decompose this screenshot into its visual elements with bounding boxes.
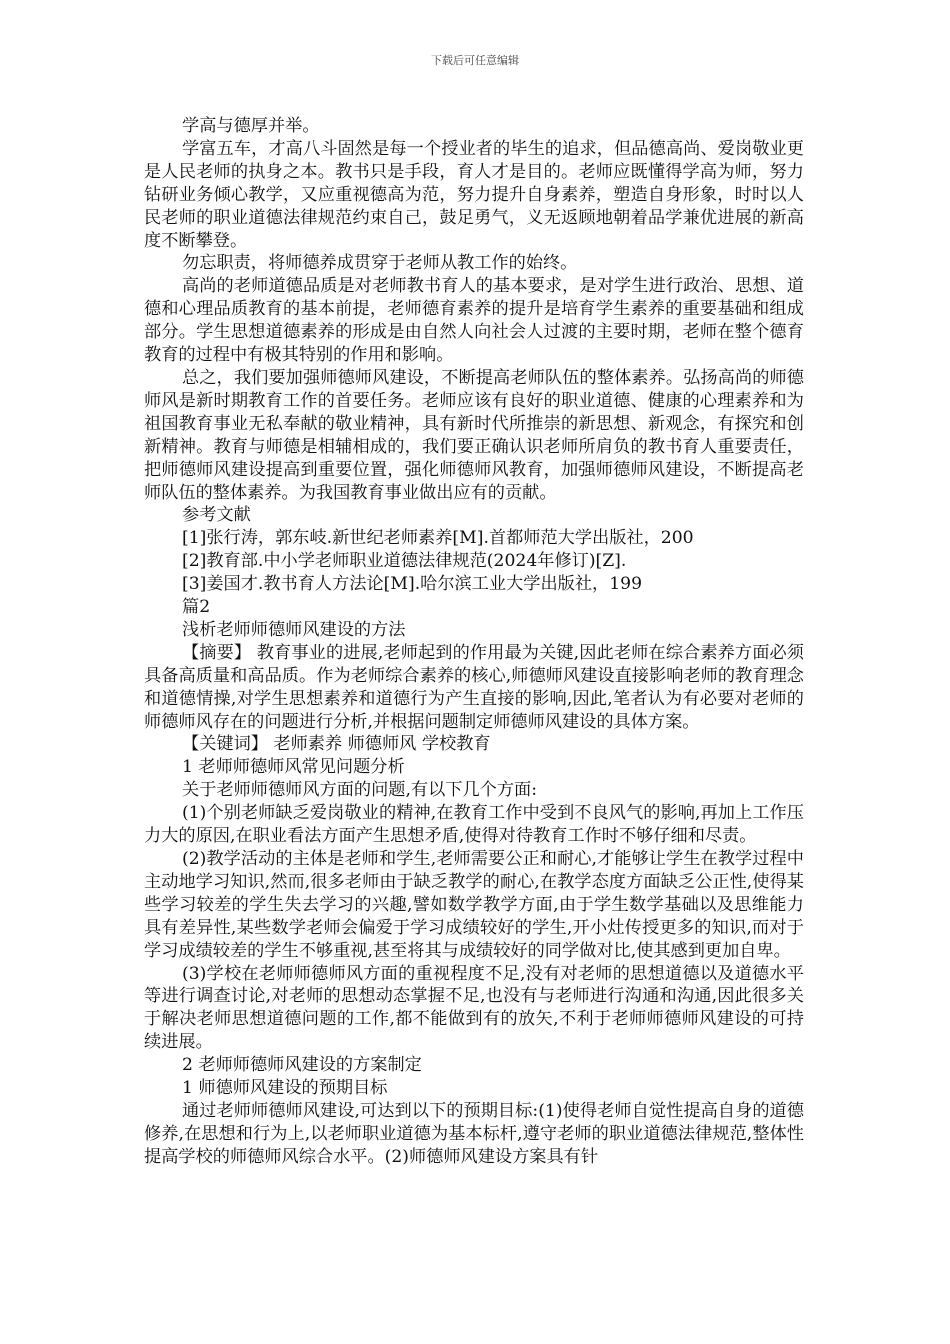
paragraph: [1]张行涛，郭东岐.新世纪老师素养[M].首都师范大学出版社，200 <box>182 528 694 549</box>
paragraph: 浅析老师师德师风建设的方法 <box>182 619 406 640</box>
document-body <box>144 115 804 1169</box>
paragraph: 【摘要】 教育事业的进展,老师起到的作用最为关键,因此老师在综合素养方面必须具备高质量和高品质。作为老师综合素养的核心,师德师风建设直接影响老师的教育理念和道德情操,对学生思想素养和道德行为产生直接的影响,因此,笔者认为有必要对老师的师德师风存在的问题进行分析,并根据问题制定师德师风建设的具体方案。 <box>144 642 804 732</box>
paragraph: [2]教育部.中小学老师职业道德法律规范(2024年修订)[Z]. <box>182 551 627 572</box>
paragraph: 通过老师师德师风建设,可达到以下的预期目标:(1)使得老师自觉性提高自身的道德修养,在思想和行为上,以老师职业道德为基本标杆,遵守老师的职业道德法律规范,整体性提高学校的师德师风综合水平。(2)师德师风建设方案具有针 <box>144 1100 804 1167</box>
page-header: 下载后可任意编辑 <box>431 54 519 67</box>
paragraph: 学高与德厚并举。 <box>182 116 320 136</box>
paragraph: 1 老师师德师风常见问题分析 <box>182 757 405 778</box>
paragraph: 勿忘职责，将师德养成贯穿于老师从教工作的始终。 <box>182 253 578 274</box>
paragraph: 1 师德师风建设的预期目标 <box>182 1078 388 1099</box>
paragraph: 学富五车，才高八斗固然是每一个授业者的毕生的追求，但品德高尚、爱岗敬业更是人民老师的执身之本。教书只是手段，育人才是目的。老师应既懂得学高为师，努力钻研业务倾心教学，又应重视德高为范，努力提升自身素养，塑造自身形象，时时以人民老师的职业道德法律规范约束自己，鼓足勇气，义无返顾地朝着品学兼优进展的新高度不断攀登。 <box>144 138 804 251</box>
paragraph: 篇2 <box>182 597 211 618</box>
paragraph: (3)学校在老师师德师风方面的重视程度不足,没有对老师的思想道德以及道德水平等进行调查讨论,对老师的思想动态掌握不足,也没有与老师进行沟通和沟通,因此很多关于解决老师思想道德问题的工作,都不能做到有的放矢,不利于老师师德师风建设的可持续进展。 <box>144 963 804 1053</box>
paragraph: 总之，我们要加强师德师风建设，不断提高老师队伍的整体素养。弘扬高尚的师德师风是新时期教育工作的首要任务。老师应该有良好的职业道德、健康的心理素养和为祖国教育事业无私奉献的敬业精神，具有新时代所推崇的新思想、新观念，有探究和创新精神。教育与师德是相辅相成的，我们要正确认识老师所肩负的教书育人重要责任，把师德师风建设提高到重要位置，强化师德师风教育，加强师德师风建设，不断提高老师队伍的整体素养。为我国教育事业做出应有的贡献。 <box>144 367 804 503</box>
paragraph: 【关键词】 老师素养 师德师风 学校教育 <box>182 734 491 755</box>
paragraph: [3]姜国才.教书育人方法论[M].哈尔滨工业大学出版社，199 <box>182 574 643 595</box>
paragraph: 高尚的老师道德品质是对老师教书育人的基本要求，是对学生进行政治、思想、道德和心理品质教育的基本前提，老师德育素养的提升是培育学生素养的重要基础和组成部分。学生思想道德素养的形成是由自然人向社会人过渡的主要时期，老师在整个德育教育的过程中有极其特别的作用和影响。 <box>144 276 804 366</box>
paragraph: 关于老师师德师风方面的问题,有以下几个方面: <box>182 780 538 801</box>
paragraph: (1)个别老师缺乏爱岗敬业的精神,在教育工作中受到不良风气的影响,再加上工作压力大的原因,在职业看法方面产生思想矛盾,使得对待教育工作时不够仔细和尽责。 <box>144 803 804 847</box>
paragraph: (2)教学活动的主体是老师和学生,老师需要公正和耐心,才能够让学生在教学过程中主动地学习知识,然而,很多老师由于缺乏教学的耐心,在教学态度方面缺乏公正性,使得某些学习较差的学生失去学习的兴趣,譬如数学教学方面,由于学生数学基础以及思维能力具有差异性,某些数学老师会偏爱于学习成绩较好的学生,开小灶传授更多的知识,而对于学习成绩较差的学生不够重视,甚至将其与成绩较好的同学做对比,使其感到更加自卑。 <box>144 849 804 961</box>
paragraph: 2 老师师德师风建设的方案制定 <box>182 1055 422 1076</box>
paragraph: 参考文献 <box>182 505 251 526</box>
